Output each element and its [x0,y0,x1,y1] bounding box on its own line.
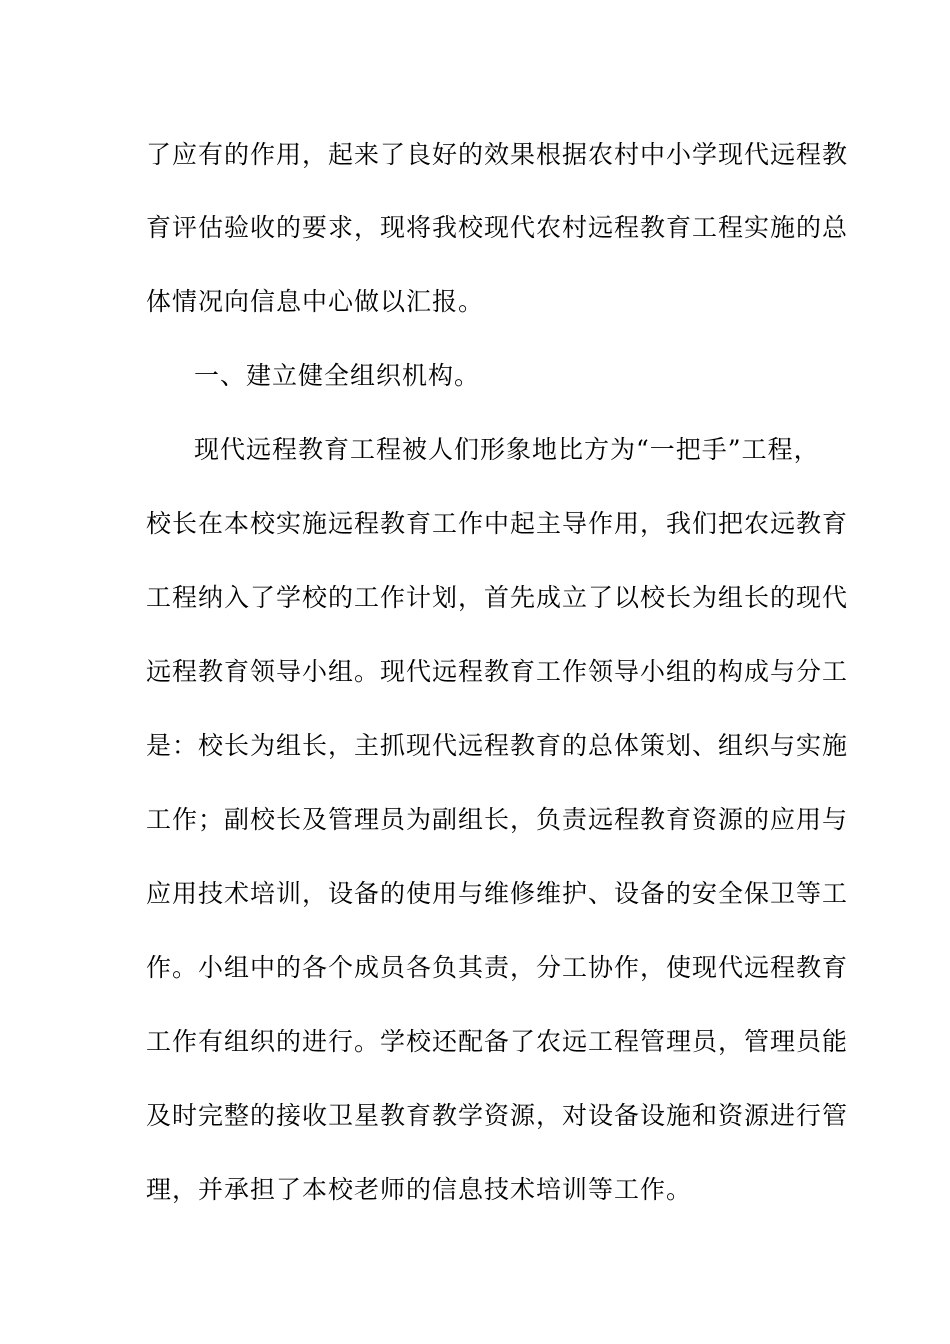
paragraph-line: 工程纳入了学校的工作计划，首先成立了以校长为组长的现代 [146,583,849,612]
paragraph-line: 应用技术培训，设备的使用与维修维护、设备的安全保卫等工 [146,879,849,908]
paragraph-line: 了应有的作用，起来了良好的效果根据农村中小学现代远程教 [146,140,849,169]
paragraph-line: 育评估验收的要求，现将我校现代农村远程教育工程实施的总 [146,213,849,242]
paragraph-line: 校长在本校实施远程教育工作中起主导作用，我们把农远教育 [146,509,849,538]
paragraph-line: 理，并承担了本校老师的信息技术培训等工作。 [146,1175,693,1204]
section-heading: 一、建立健全组织机构。 [194,361,481,390]
paragraph-line: 工作；副校长及管理员为副组长，负责远程教育资源的应用与 [146,805,849,834]
paragraph-line: 体情况向信息中心做以汇报。 [146,287,485,316]
paragraph-line: 是：校长为组长，主抓现代远程教育的总体策划、组织与实施 [146,731,849,760]
paragraph-line: 作。小组中的各个成员各负其责，分工协作，使现代远程教育 [146,953,849,982]
paragraph-line: 及时完整的接收卫星教育教学资源，对设备设施和资源进行管 [146,1101,849,1130]
paragraph-line: 工作有组织的进行。学校还配备了农远工程管理员，管理员能 [146,1027,849,1056]
paragraph-line: 现代远程教育工程被人们形象地比方为“一把手”工程， [194,435,820,464]
paragraph-line: 远程教育领导小组。现代远程教育工作领导小组的构成与分工 [146,657,849,686]
